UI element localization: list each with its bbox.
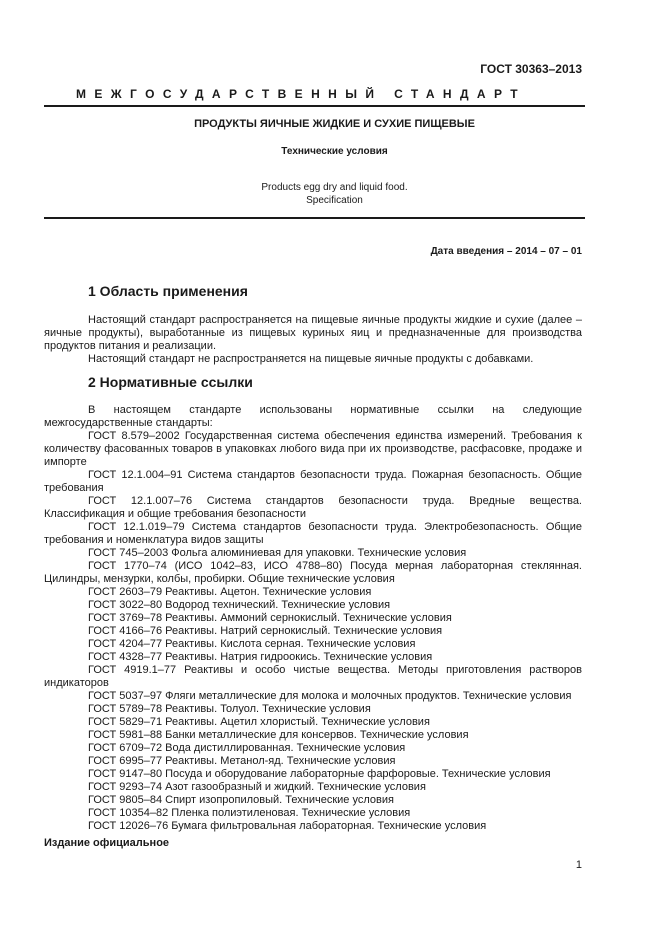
reference-item: ГОСТ 2603–79 Реактивы. Ацетон. Технические условия [88,586,372,598]
reference-item: ГОСТ 5981–88 Банки металлические для консервов. Технические условия [88,729,469,741]
reference-item: ГОСТ 5037–97 Фляги металлические для молока и молочных продуктов. Технические условия [88,690,572,702]
reference-item: ГОСТ 12.1.004–91 Система стандартов безопасности труда. Пожарная безопасность. Общие требования [44,469,582,494]
section-2-body [44,404,582,833]
reference-item: ГОСТ 9805–84 Спирт изопропиловый. Технические условия [88,794,394,806]
reference-item: ГОСТ 3022–80 Водород технический. Технические условия [88,599,391,611]
official-edition-label: Издание официальное [44,837,170,849]
reference-item: ГОСТ 1770–74 (ИСО 1042–83, ИСО 4788–80) Посуда мерная лабораторная стеклянная. Цилиндры, мензурки, колбы, пробирки. Общие технические условия [44,560,582,585]
document-subtitle: Технические условия [281,146,388,157]
standard-number: ГОСТ 30363–2013 [480,62,582,76]
reference-item: ГОСТ 9293–74 Азот газообразный и жидкий. Технические условия [88,781,426,793]
reference-item: ГОСТ 4204–77 Реактивы. Кислота серная. Технические условия [88,638,416,650]
reference-item: ГОСТ 6709–72 Вода дистиллированная. Технические условия [88,742,406,754]
reference-item: ГОСТ 10354–82 Пленка полиэтиленовая. Технические условия [88,807,411,819]
document-title: ПРОДУКТЫ ЯИЧНЫЕ ЖИДКИЕ И СУХИЕ ПИЩЕВЫЕ [194,118,475,130]
top-divider [44,105,585,107]
reference-item: ГОСТ 745–2003 Фольга алюминиевая для упаковки. Технические условия [88,547,467,559]
reference-item: ГОСТ 3769–78 Реактивы. Аммоний сернокислый. Технические условия [88,612,452,624]
reference-item: ГОСТ 12026–76 Бумага фильтровальная лабораторная. Технические условия [88,820,487,832]
reference-item: ГОСТ 8.579–2002 Государственная система обеспечения единства измерений. Требования к количеству фасованных товаров в упаковках любого вида при их производстве, расфасовке, продаже и импорте [44,430,582,468]
english-title [44,181,625,207]
section-1-body [44,314,582,366]
english-title-line-1: Products egg dry and liquid food. [261,182,408,193]
reference-item: ГОСТ 12.1.019–79 Система стандартов безопасности труда. Электробезопасность. Общие требования и номенклатура видов защиты [44,521,582,546]
interstate-standard-banner: МЕЖГОСУДАРСТВЕННЫЙ СТАНДАРТ [76,87,526,101]
bottom-divider [44,217,585,219]
paragraph: Настоящий стандарт распространяется на пищевые яичные продукты жидкие и сухие (далее – яичные продукты), выработанные из пищевых куриных яиц и предназначенные для производства продуктов питания и реализации. [44,314,582,352]
paragraph: В настоящем стандарте использованы нормативные ссылки на следующие межгосударственные стандарты: [44,404,582,429]
reference-item: ГОСТ 4328–77 Реактивы. Натрия гидроокись. Технические условия [88,651,433,663]
reference-item: ГОСТ 12.1.007–76 Система стандартов безопасности труда. Вредные вещества. Классификация и общие требования безопасности [44,495,582,520]
reference-item: ГОСТ 6995–77 Реактивы. Метанол-яд. Технические условия [88,755,396,767]
reference-item: ГОСТ 5829–71 Реактивы. Ацетил хлористый. Технические условия [88,716,430,728]
section-1-heading: 1 Область применения [88,283,248,299]
section-2-heading: 2 Нормативные ссылки [88,374,253,390]
reference-item: ГОСТ 4166–76 Реактивы. Натрий сернокислый. Технические условия [88,625,443,637]
introduction-date: Дата введения – 2014 – 07 – 01 [430,246,582,257]
paragraph: Настоящий стандарт не распространяется на пищевые яичные продукты с добавками. [88,353,534,365]
reference-item: ГОСТ 5789–78 Реактивы. Толуол. Технические условия [88,703,371,715]
page-number: 1 [575,859,582,871]
english-title-line-2: Specification [306,195,363,206]
reference-item: ГОСТ 4919.1–77 Реактивы и особо чистые вещества. Методы приготовления растворов индикаторов [44,664,582,689]
reference-item: ГОСТ 9147–80 Посуда и оборудование лабораторные фарфоровые. Технические условия [88,768,551,780]
